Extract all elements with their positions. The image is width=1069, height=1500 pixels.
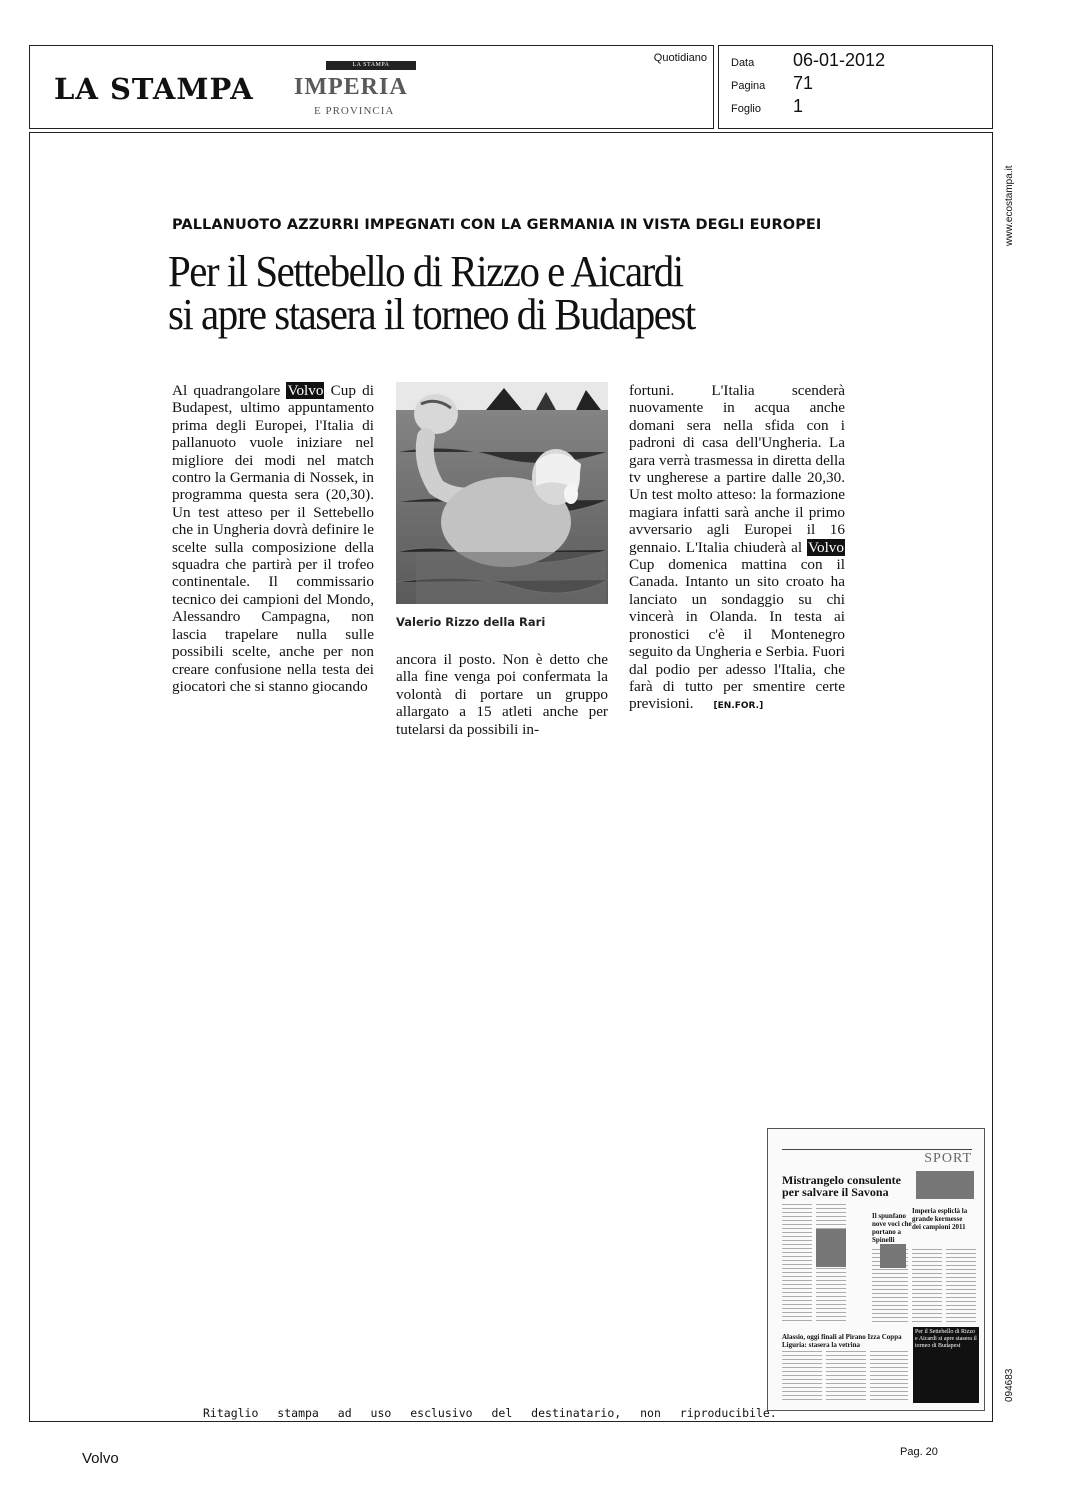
text-run: Cup domenica mattina con il Canada. Intanto un sito croato ha lanciato un sondaggio su chi vincerà in Olanda. In testa ai pronostici c'è il Montenegro seguito da Ungheria e Serbia. Fuori dal podio per adesso l'Italia, che farà di tutto per smentire certe previsioni. (629, 556, 845, 713)
article-column-3 (629, 382, 845, 716)
thumbnail-text-block (826, 1351, 866, 1403)
frequency-label: Quotidiano (653, 52, 707, 64)
newspaper-logo: LA STAMPA (54, 72, 254, 106)
thumbnail-subhead: Per il Settebello di Rizzo e Aicardi si apre stasera il torneo di Budapest (915, 1329, 977, 1349)
meta-row-page (731, 73, 813, 94)
thumbnail-subhead: Alassio, oggi finali al Pirano Izza Coppa Liguria: stasera la vetrina (782, 1333, 902, 1349)
client-brand: Volvo (82, 1450, 119, 1467)
thumbnail-rule (782, 1149, 972, 1150)
meta-label: Data (731, 57, 755, 69)
brand-highlight: Volvo (807, 538, 844, 556)
edition-small-label: LA STAMPA (326, 61, 416, 70)
thumbnail-text-block (782, 1351, 822, 1403)
side-url-text: www.ecostampa.it (1004, 165, 1015, 246)
thumbnail-headline: Mistrangelo consulente per salvare il Savona (782, 1173, 901, 1199)
page-number: Pag. 20 (900, 1446, 938, 1458)
text-run: ancora il posto. Non è detto che alla fine venga poi confermata la volontà di portare un gruppo allargato a 15 atleti anche per tutelarsi da possibili in- (396, 651, 608, 738)
side-code-text: 094683 (1004, 1368, 1015, 1402)
meta-value: 06-01-2012 (793, 50, 886, 70)
thumbnail-text-block (782, 1204, 812, 1324)
metadata-box (718, 45, 993, 129)
thumbnail-subhead: Il spunfano nove voci che portano a Spinelli (872, 1212, 912, 1244)
edition-subtitle: E PROVINCIA (314, 105, 395, 117)
water-polo-photo (396, 382, 608, 604)
thumbnail-text-block (946, 1249, 976, 1324)
meta-value: 1 (793, 96, 804, 116)
thumbnail-text-block (912, 1249, 942, 1324)
text-run: Cup di Budapest, ultimo appuntamento prima degli Europei, l'Italia di pallanuoto vuole iniziare nel migliore dei modi nel match contro la Germania di Nossek, in programma questa sera (20,30). Un test atteso per il Settebello che in Ungheria dovrà definire le scelte sulla composizione della squadra che partirà per il trofeo continentale. Il commissario tecnico dei campioni del Mondo, Alessandro Campagna, non lascia trapelare nulla sulle possibili scelte, anche per non creare confusione nella testa dei giocatori che si stanno giocando (172, 382, 374, 695)
article-column-1 (172, 382, 374, 695)
text-run: Al quadrangolare (172, 382, 287, 399)
title-line-1: Per il Settebello di Rizzo e Aicardi (168, 247, 683, 296)
edition-name: IMPERIA (294, 74, 408, 100)
copyright-notice: Ritaglio stampa ad uso esclusivo del destinatario, non riproducibile. (203, 1406, 777, 1420)
thumbnail-image (880, 1244, 906, 1268)
text-run: fortuni. L'Italia scenderà nuovamente in acqua anche domani sera nella sfida con i padroni di casa dell'Ungheria. La gara verrà trasmessa in diretta della tv ungherese a partire dalle 20,30. Un test molto atteso: la formazione magiara infatti sarà anche il primo avversario agli Europei il 16 gennaio. L'Italia chiuderà al (629, 382, 845, 556)
side-code (1004, 1342, 1018, 1402)
meta-label: Foglio (731, 103, 761, 115)
author-signature: [EN.FOR.] (713, 701, 764, 712)
article-photo (396, 382, 608, 604)
brand-highlight: Volvo (287, 382, 324, 399)
meta-row-sheet (731, 96, 803, 117)
thumbnail-subhead: Imperia espliclà la grande kermesse dei campioni 2011 (912, 1207, 968, 1231)
masthead (29, 45, 714, 129)
article-title (168, 247, 819, 339)
meta-row-date (731, 50, 885, 71)
meta-value: 71 (793, 73, 814, 93)
thumbnail-image (916, 1171, 974, 1199)
article-column-2 (396, 651, 608, 738)
photo-caption: Valerio Rizzo della Rari (396, 615, 546, 629)
article-kicker: PALLANUOTO AZZURRI IMPEGNATI CON LA GERMANIA IN VISTA DEGLI EUROPEI (172, 217, 822, 233)
title-line-2: si apre stasera il torneo di Budapest (168, 290, 695, 339)
thumbnail-section: SPORT (924, 1151, 972, 1166)
thumbnail-text-block (870, 1351, 908, 1403)
thumbnail-image (816, 1229, 846, 1267)
side-url (1004, 146, 1018, 246)
meta-label: Pagina (731, 80, 766, 92)
page-thumbnail[interactable] (767, 1128, 985, 1411)
